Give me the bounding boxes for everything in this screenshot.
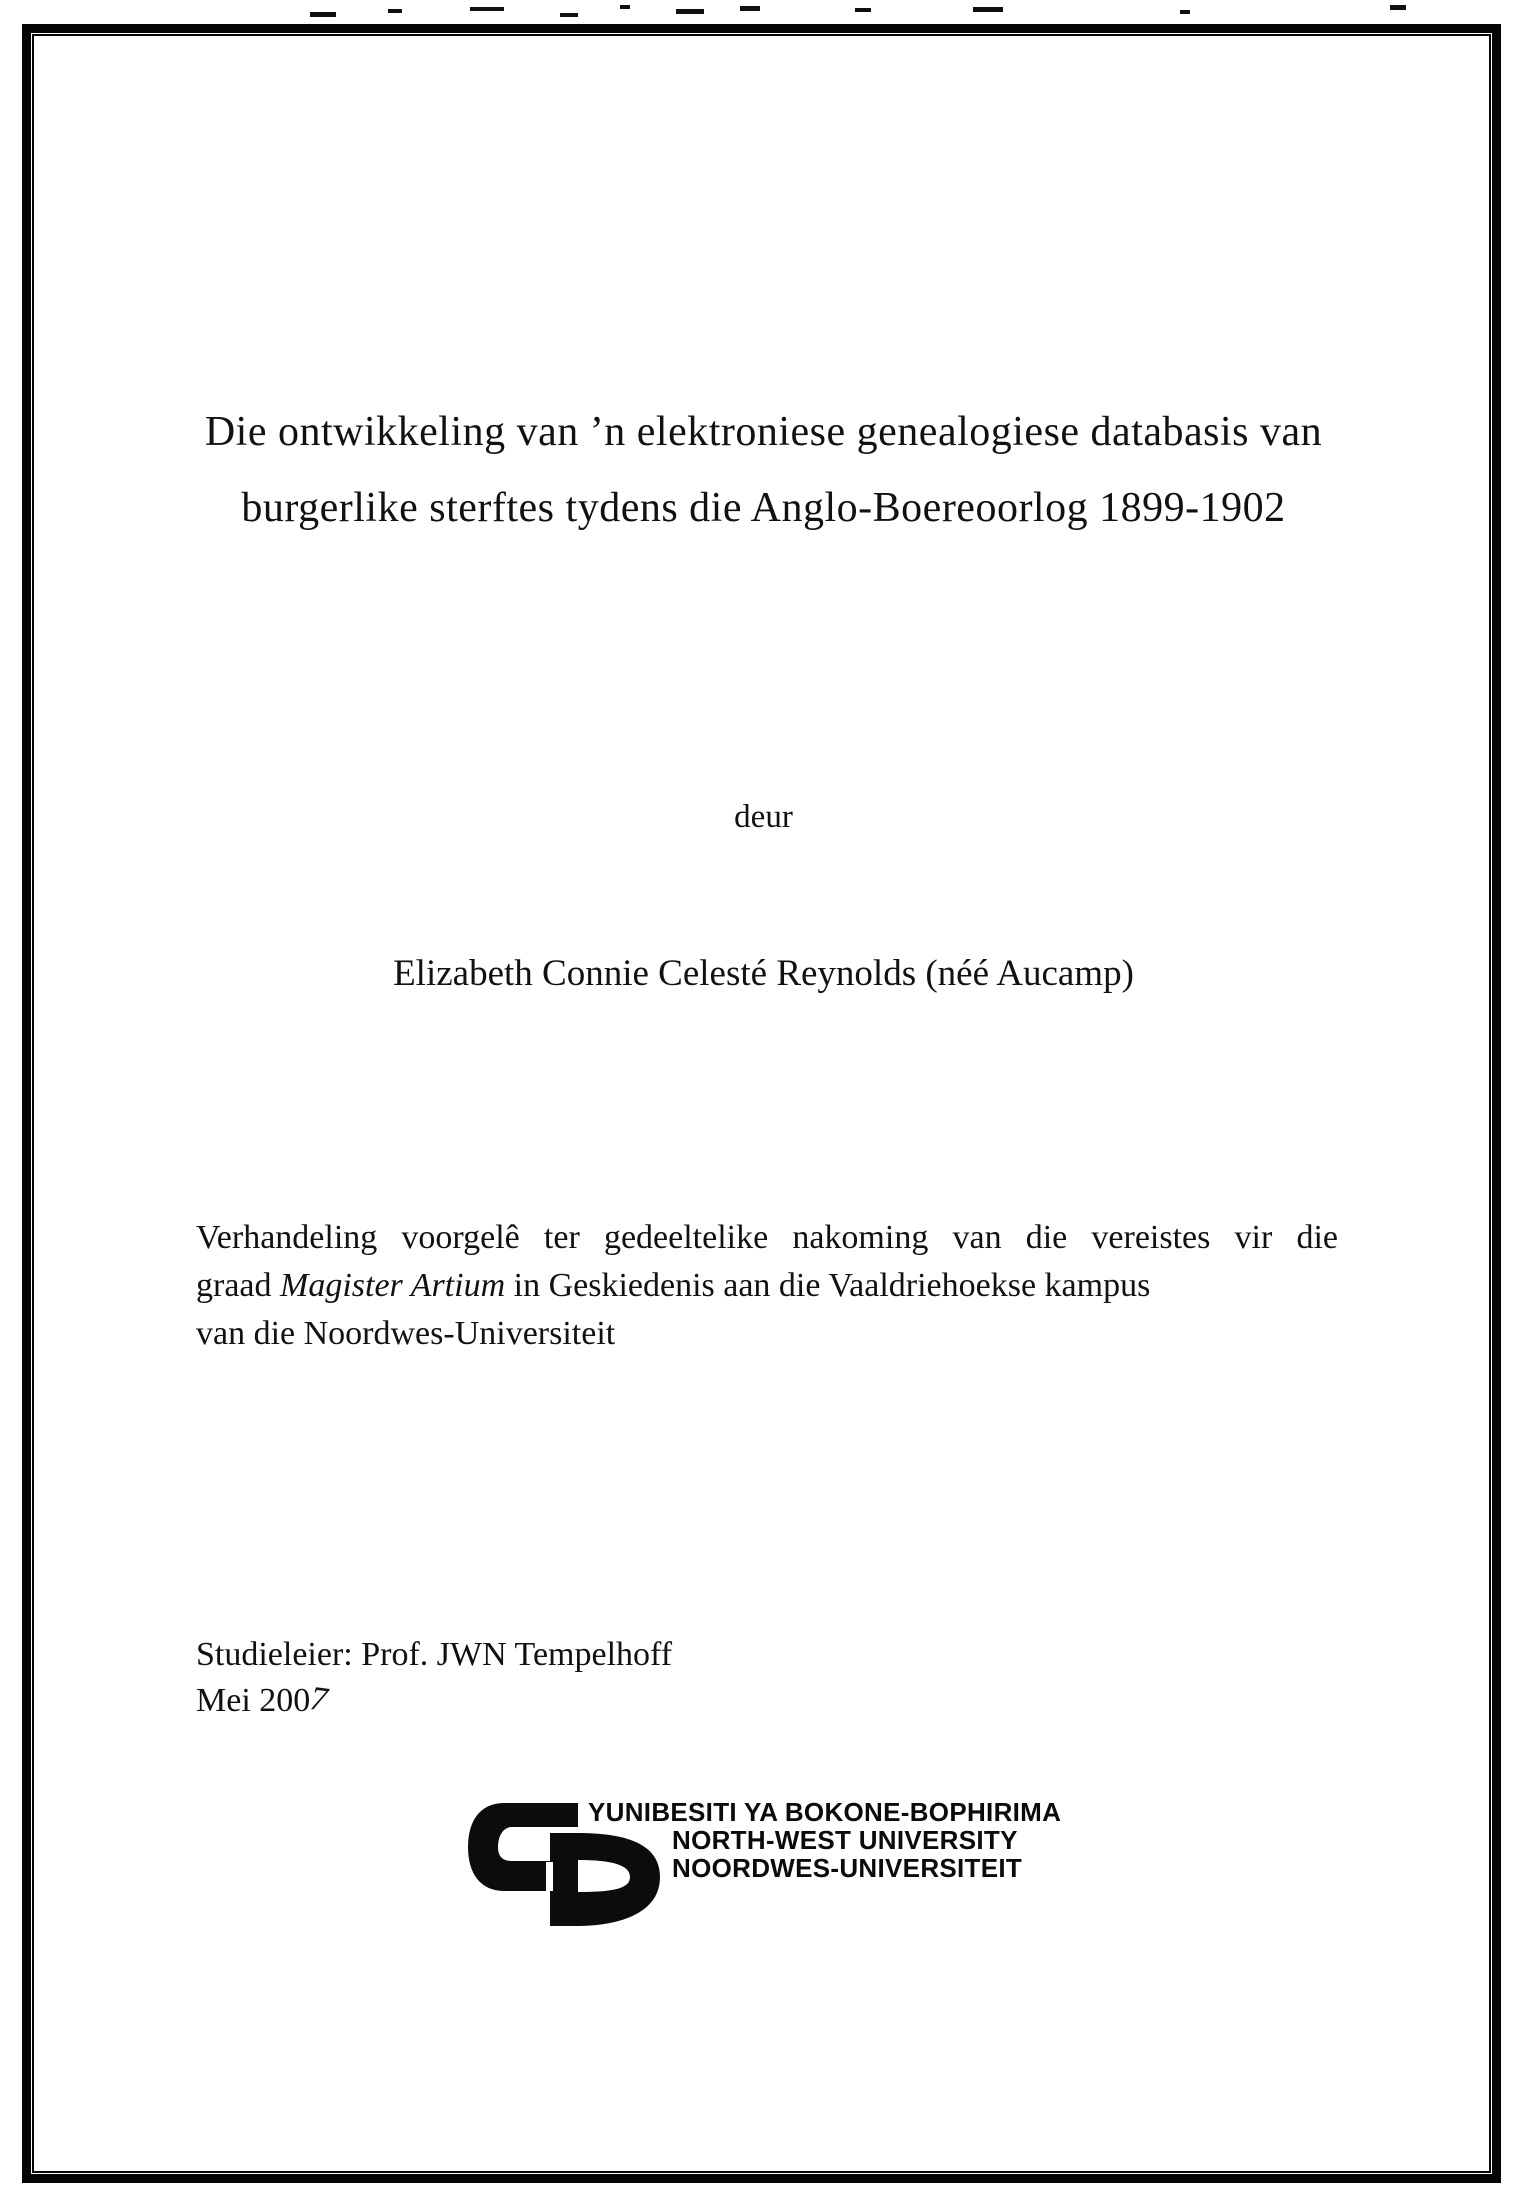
author-name: Elizabeth Connie Celesté Reynolds (néé Aucamp) bbox=[393, 953, 1134, 994]
logo-line-english: NORTH-WEST UNIVERSITY bbox=[672, 1825, 1018, 1855]
statement-line-2-suffix: in Geskiedenis aan die Vaaldriehoekse kampus bbox=[505, 1267, 1151, 1304]
statement-line-3: van die Noordwes-Universiteit bbox=[196, 1315, 616, 1352]
supervisor-block bbox=[196, 1632, 672, 1724]
supervisor-line: Studieleier: Prof. JWN Tempelhoff bbox=[196, 1636, 673, 1673]
statement-line-1: Verhandeling voorgelê ter gedeeltelike nakoming van die vereistes vir die bbox=[196, 1219, 1338, 1256]
date-prefix: Mei 200 bbox=[196, 1682, 311, 1719]
university-logo-text bbox=[588, 1798, 1061, 1882]
date-last-digit: 7 bbox=[308, 1680, 330, 1719]
scan-artifact bbox=[388, 9, 402, 13]
degree-name-italic: Magister Artium bbox=[280, 1267, 506, 1304]
scan-artifact bbox=[973, 7, 1003, 12]
degree-statement bbox=[196, 1214, 1338, 1358]
scan-artifact bbox=[310, 12, 336, 17]
statement-line-2 bbox=[196, 1262, 1338, 1310]
statement-line-2-prefix: graad bbox=[196, 1267, 281, 1304]
scan-artifact bbox=[620, 5, 630, 9]
logo-line-afrikaans: NOORDWES-UNIVERSITEIT bbox=[672, 1853, 1023, 1883]
scan-artifact bbox=[676, 9, 704, 14]
scan-artifact bbox=[855, 8, 871, 12]
scan-artifact bbox=[740, 6, 760, 11]
scan-artifact bbox=[1390, 5, 1406, 10]
title-line-2: burgerlike sterftes tydens die Anglo-Boereoorlog 1899-1902 bbox=[241, 485, 1286, 531]
date-line bbox=[196, 1678, 672, 1724]
scan-artifact bbox=[470, 7, 504, 11]
logo-line-setswana: YUNIBESITI YA BOKONE-BOPHIRIMA bbox=[588, 1797, 1062, 1827]
title-line-1: Die ontwikkeling van ’n elektroniese genealogiese databasis van bbox=[204, 409, 1323, 455]
byline-label: deur bbox=[734, 799, 793, 835]
scan-artifact bbox=[560, 13, 578, 17]
dissertation-title bbox=[100, 394, 1427, 546]
scan-artifact bbox=[1180, 10, 1190, 14]
